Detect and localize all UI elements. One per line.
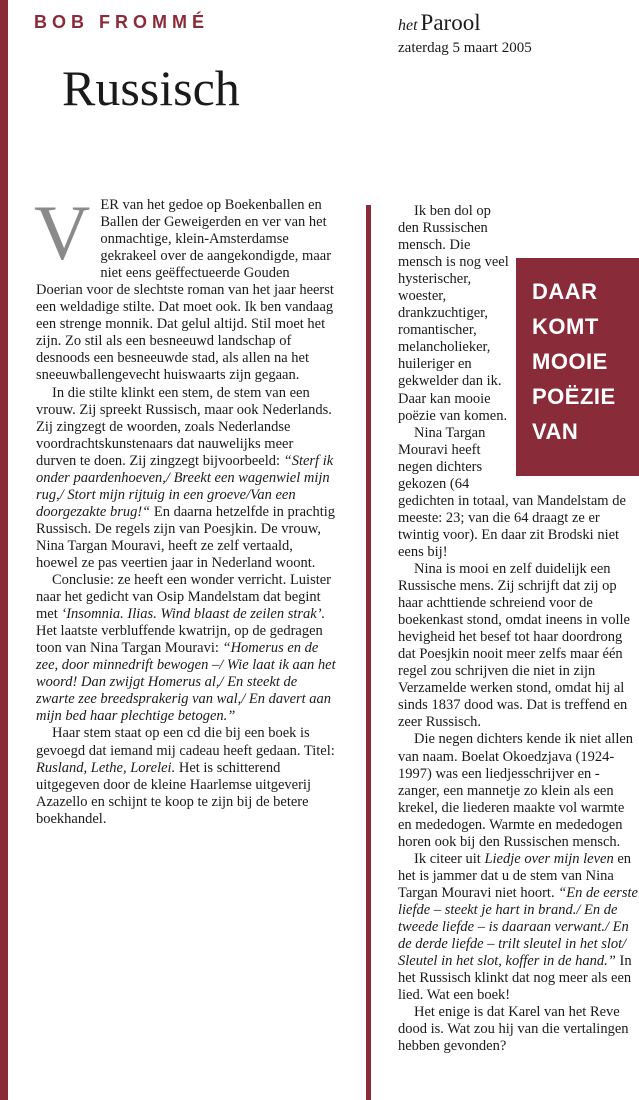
paragraph-text: Het is schitterend uitgegeven door de kleine Haarlemse uitgeverij Azazello en schijnt te koop te zijn bij de betere boekhandel.: [36, 759, 311, 827]
poem-title: ‘Insomnia. Ilias. Wind blaast de zeilen strak’.: [61, 606, 326, 623]
paragraph-text: In die stilte klinkt een stem, de stem van een vrouw. Zij spreekt Russisch, maar ook Nederlands. Zij zingzegt de woorden, zoals Nederlandse voordrachtskunstenaars dat nauwelijks meer durven te doen. Zij zingzegt bijvoorbeeld:: [36, 384, 332, 469]
paragraph-text: ER van het gedoe op Boekenballen en Ballen der Geweigerden en ver van het onmachtige, klein-Amsterdamse gekrakeel over de aangekondigde, maar niet eens geëffectueerde Gouden Doerian voor de slechtste roman van het jaar heerst een weldadige stilte. Dat moet ook. Ik ben vandaag een strenge monnik. Dat gelul altijd. Stil moet het zijn. Zo stil als een besneeuwd landschap of desnoods een besneeuwde stad, als allen na het sneeuwballengevecht huiswaarts zijn gegaan.: [36, 197, 334, 384]
pullquote-line: DAAR: [532, 279, 598, 304]
paragraph-text: Het laatste verbluffende kwatrijn, op de gedragen toon van Nina Targan Mouravi:: [36, 623, 323, 657]
paragraph-text: In het Russisch klinkt dat nog meer als een lied. Wat een boek!: [398, 953, 632, 1004]
paragraph-text: en het is jammer dat u de stem van Nina Targan Mouravi niet hoort.: [398, 850, 632, 901]
poem-quote: “Homerus en de zee, door minnedrift bewogen –/ Wie laat ik aan het woord! Dan zwijgt Homerus al,/ En steekt de zwarte zee breedsprakerig van wal,/ En davert aan mijn bed haar plechtige betogen.”: [36, 640, 336, 725]
pullquote-line: POËZIE: [532, 384, 616, 409]
paragraph: [398, 851, 638, 1004]
column-divider: [366, 205, 371, 1100]
publication-date: zaterdag 5 maart 2005: [398, 40, 532, 56]
pullquote-line: KOMT: [532, 314, 599, 339]
article-title: Russisch: [62, 60, 240, 116]
paragraph: [34, 189, 336, 385]
paragraph: [36, 385, 336, 573]
paragraph: Nina Targan Mouravi heeft negen dichters gekozen (64 gedichten in totaal, van Mandelstam de meeste: 23; van die 64 draagt ze er twintig voor). En daar zit Brodski niet eens bij!: [398, 424, 626, 560]
author-name: BOB FROMMÉ: [34, 12, 209, 32]
paragraph: [36, 725, 336, 827]
pullquote-line: VAN: [532, 419, 579, 444]
paragraph-text: Ik citeer uit: [414, 850, 481, 867]
paragraph-text: Haar stem staat op een cd die bij een boek is gevoegd dat iemand mij cadeau heeft gedaan. Titel:: [36, 725, 335, 759]
paragraph: Die negen dichters kende ik niet allen van naam. Boelat Okoedzjava (1924-1997) was een liedjesschrijver en -zanger, een mannetje zo klein als een krekel, die liederen maakte vol warmte en mededogen. Warmte en mededogen horen ook bij den Russischen mensch.: [398, 731, 634, 850]
paragraph-text: Conclusie: ze heeft een wonder verricht. Luister naar het gedicht van Osip Mandelstam dat begint met: [36, 572, 332, 623]
paragraph: Het enige is dat Karel van het Reve dood is. Wat zou hij van die vertalingen hebben gevonden?: [398, 1004, 629, 1055]
paragraph: [36, 572, 336, 725]
left-accent-bar: [0, 0, 8, 1100]
drop-cap: V: [34, 189, 91, 276]
poem-quote: “Sterf ik onder paardenhoeven,/ Breekt een wagenwiel mijn rug,/ Stort mijn rijtuig in een groeve/Van een doorgezakte brug!“: [36, 452, 334, 520]
song-title: Liedje over mijn leven: [484, 850, 614, 867]
paragraph: Nina is mooi en zelf duidelijk een Russische mens. Zij schrijft dat zij op haar achttiende schreiend voor de boekenkast stond, omdat ineens in volle hevigheid het besef tot haar doordrong dat Poesjkin nooit meer zelfs maar één regel zou schrijven die niet in zijn Verzamelde werken stond, omdat hij al sinds 1837 dood was. Dat is treffend en zeer Russisch.: [398, 560, 630, 731]
paragraph: Ik ben dol op den Russischen mensch. Die mensch is nog veel hysterischer, woester, drankzuchtiger, romantischer, melancholieker, huileriger en gekwelder dan ik. Daar kan mooie poëzie van komen.: [398, 203, 509, 424]
article-column-left: [34, 189, 336, 828]
publication-name: Parool: [420, 10, 481, 35]
pullquote-line: MOOIE: [532, 349, 608, 374]
paragraph-text: En daarna hetzelfde in prachtig Russisch. De regels zijn van Poesjkin. De vrouw, Nina Targan Mouravi, heeft ze zelf vertaald, hoewel ze pas veertien jaar in Nederland woont.: [36, 503, 336, 571]
book-title: Rusland, Lethe, Lorelei.: [36, 759, 176, 776]
publication-prefix: het: [398, 17, 418, 34]
poem-quote: “En de eerste liefde – steekt je hart in brand./ En de tweede liefde – is daaraan verwant./ En de derde liefde – trilt sleutel in het slot/ Sleutel in het slot, koffer in de hand.”: [398, 884, 638, 970]
pullquote-box: [516, 258, 639, 476]
publication-masthead: [398, 10, 481, 36]
